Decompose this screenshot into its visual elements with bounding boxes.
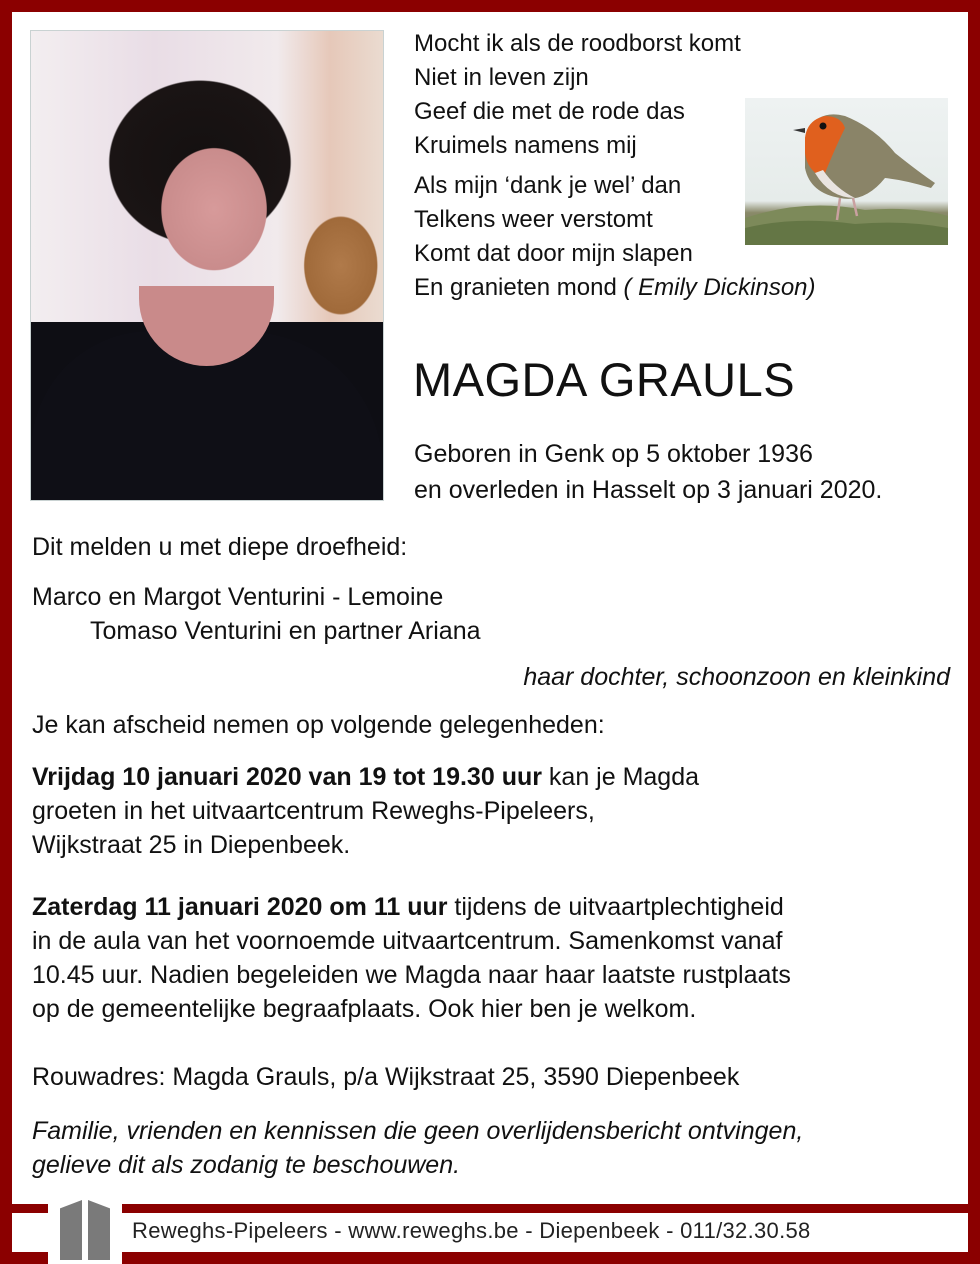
family-member: Marco en Margot Venturini - Lemoine (32, 583, 444, 611)
deceased-name: MAGDA GRAULS (413, 353, 796, 406)
farewell-event-2: Zaterdag 11 januari 2020 om 11 uur tijdens de uitvaartplechtigheid in de aula van het voornoemde uitvaartcentrum. Samenkomst vanaf 10.45 uur. Nadien begeleiden we Magda naar haar laatste rustplaats op de gemeentelijke begraafplaats. Ook hier ben je welkom. (32, 893, 791, 1023)
family-member: Tomaso Venturini en partner Ariana (90, 617, 481, 645)
poem-line: Geef die met de rode das (414, 98, 685, 125)
poem-line: Komt dat door mijn slapen (414, 240, 693, 267)
family-relation: haar dochter, schoonzoon en kleinkind (523, 663, 950, 691)
farewell-intro: Je kan afscheid nemen op volgende gelegenheden: (32, 711, 605, 739)
poem-line: Niet in leven zijn (414, 64, 589, 91)
robin-image (745, 98, 948, 245)
poem-line-last: En granieten mond ( Emily Dickinson) (414, 274, 816, 301)
death-line: en overleden in Hasselt op 3 januari 2020. (414, 476, 883, 504)
poem-line: Telkens weer verstomt (414, 206, 653, 233)
robin-icon (745, 98, 948, 245)
poem-line: Kruimels namens mij (414, 132, 637, 159)
funeral-home-logo (48, 1192, 122, 1264)
poem-attribution: ( Emily Dickinson) (623, 274, 816, 301)
footer-contact: Reweghs-Pipeleers - www.reweghs.be - Diepenbeek - 011/32.30.58 (132, 1218, 811, 1243)
portrait-photo (30, 30, 384, 501)
logo-door-right-icon (88, 1200, 110, 1260)
poem-line: Mocht ik als de roodborst komt (414, 30, 741, 57)
birth-line: Geboren in Genk op 5 oktober 1936 (414, 440, 813, 468)
farewell-event-1: Vrijdag 10 januari 2020 van 19 tot 19.30 uur kan je Magda groeten in het uitvaartcentrum Reweghs-Pipeleers, Wijkstraat 25 in Diepenbeek. (32, 763, 700, 859)
life-dates (414, 436, 882, 508)
closing-note: Familie, vrienden en kennissen die geen overlijdensbericht ontvingen, gelieve dit als zodanig te beschouwen. (32, 1117, 804, 1179)
logo-door-left-icon (60, 1200, 82, 1260)
poem-line: Als mijn ‘dank je wel’ dan (414, 172, 682, 199)
event-datetime: Zaterdag 11 januari 2020 om 11 uur (32, 893, 448, 921)
mourning-address: Rouwadres: Magda Grauls, p/a Wijkstraat 25, 3590 Diepenbeek (32, 1063, 740, 1091)
announcement-intro: Dit melden u met diepe droefheid: (32, 533, 408, 561)
event-datetime: Vrijdag 10 januari 2020 van 19 tot 19.30 uur (32, 763, 542, 791)
family-list (32, 580, 481, 648)
